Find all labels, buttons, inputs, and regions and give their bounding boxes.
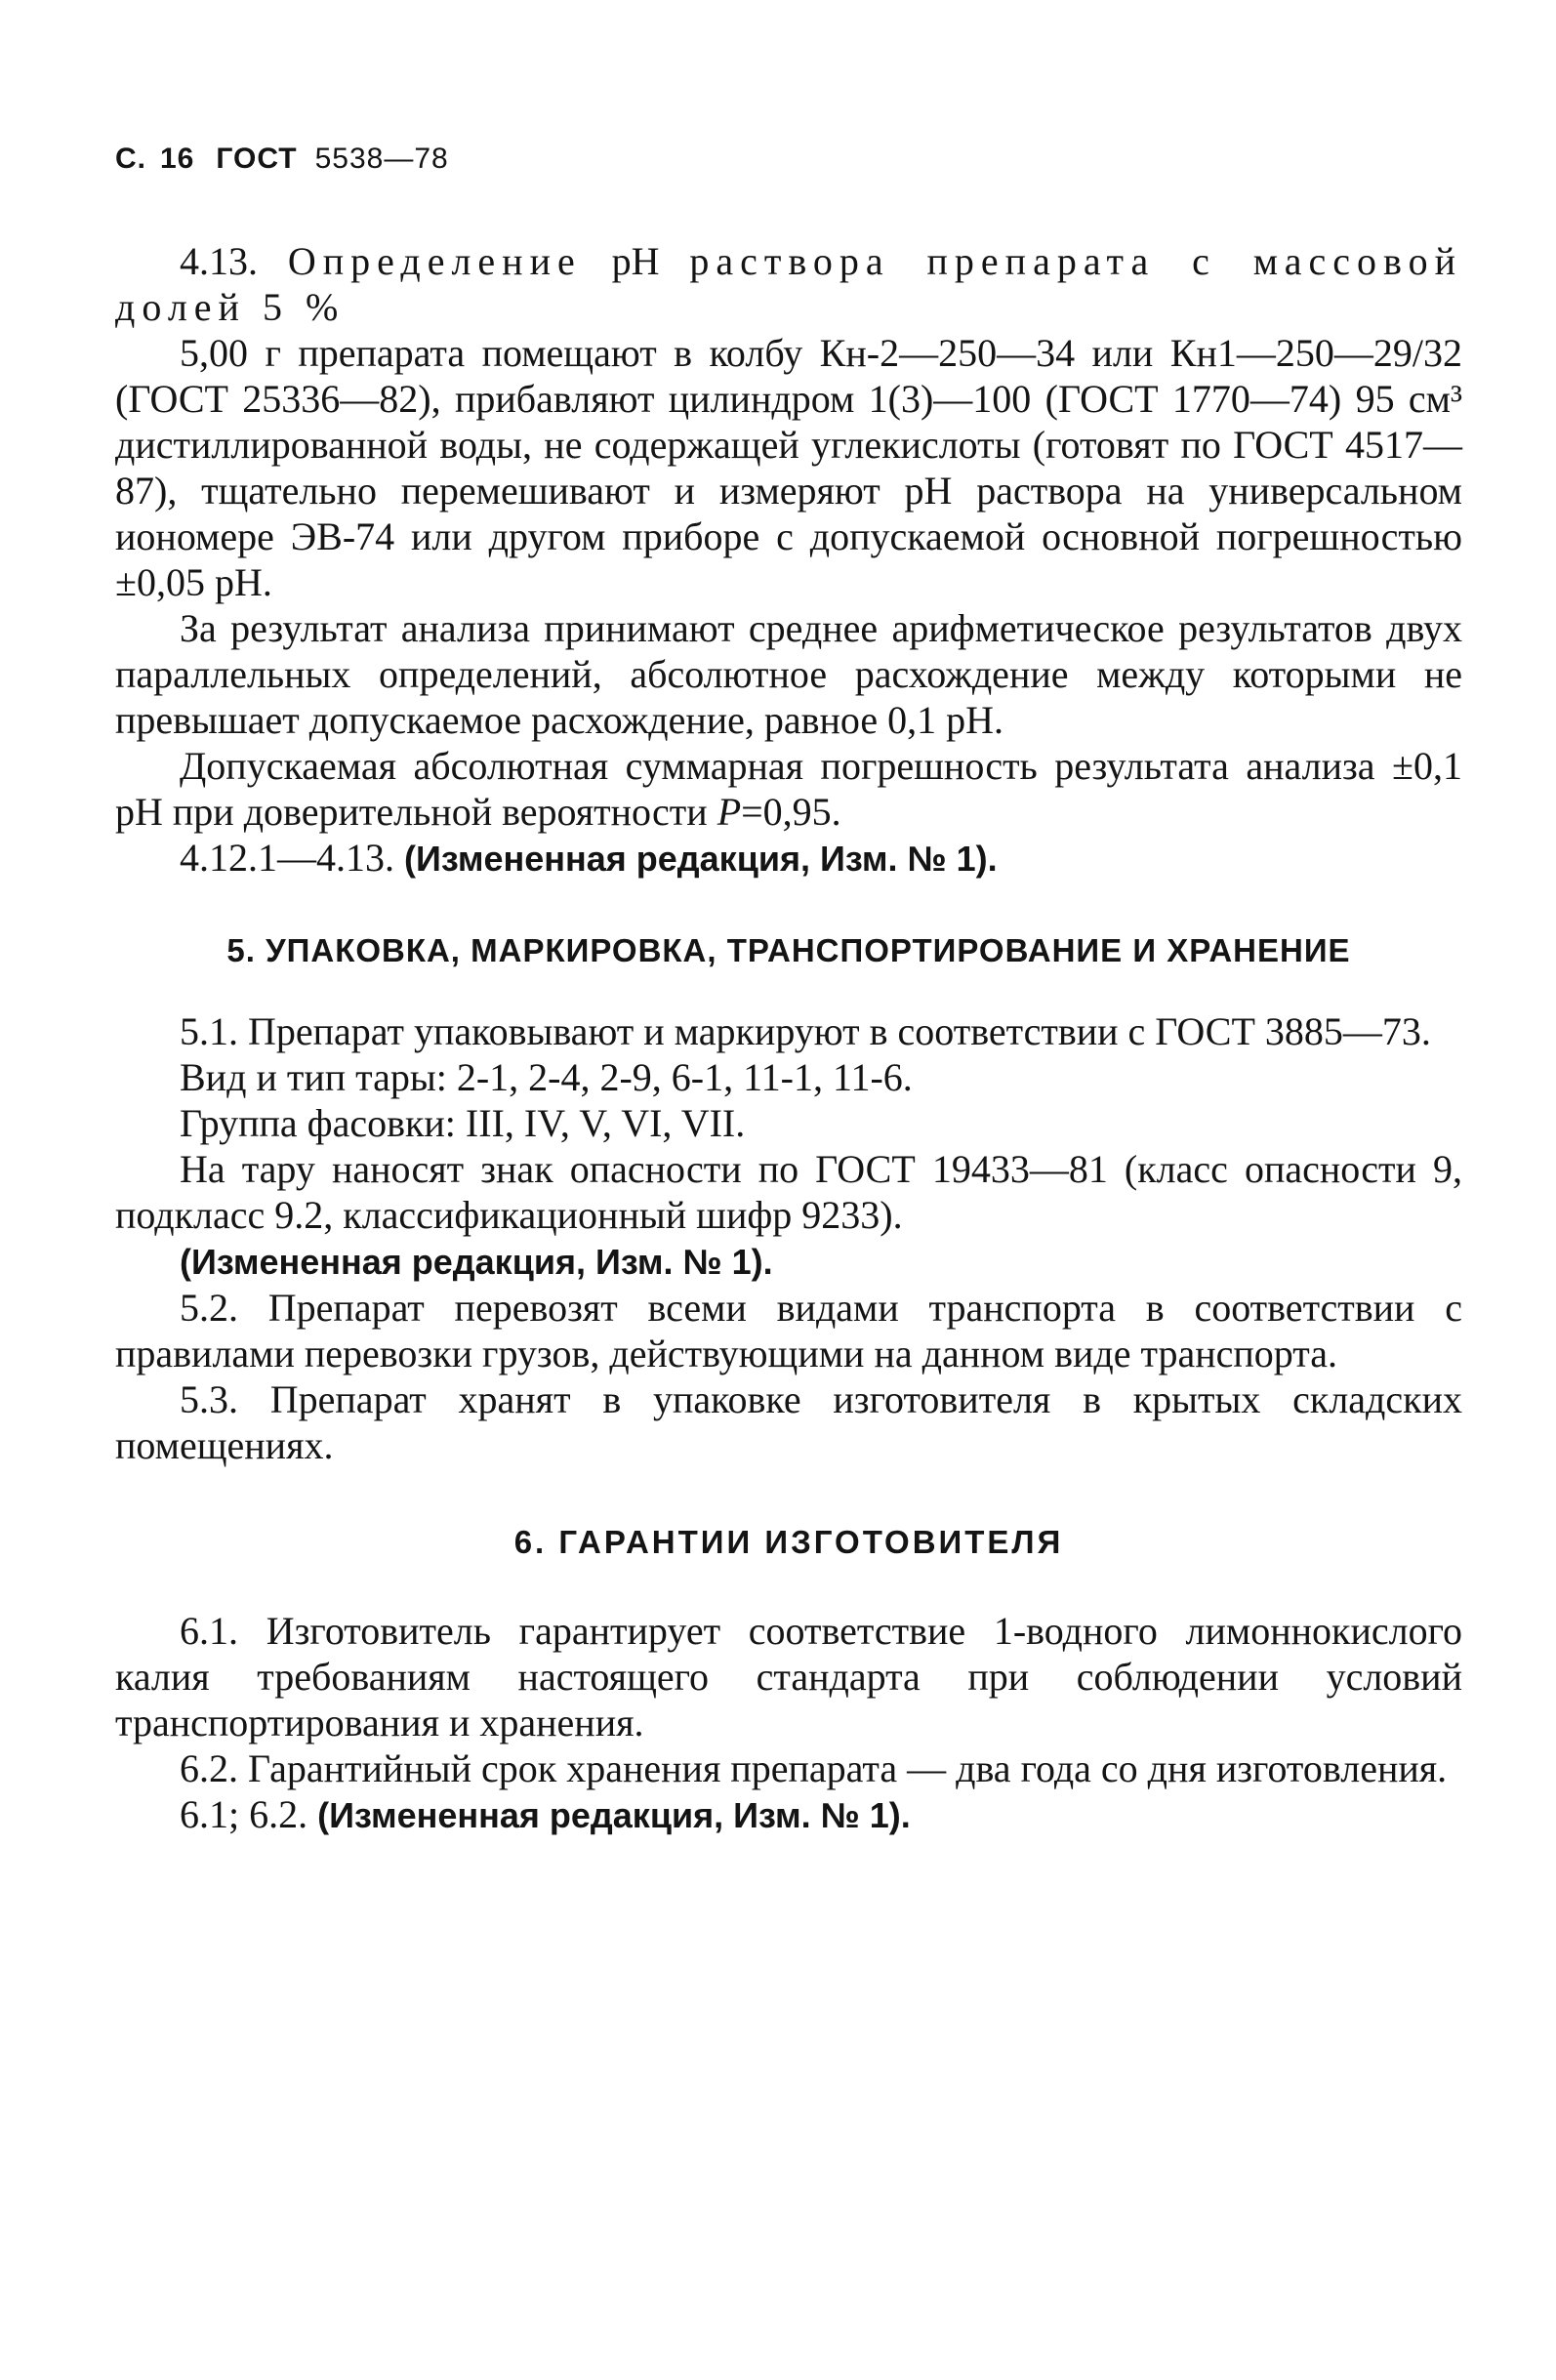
clause-5-1: 5.1. Препарат упаковывают и маркируют в соответствии с ГОСТ 3885—73. bbox=[180, 1009, 1431, 1053]
amendment-section-5 bbox=[115, 1238, 1462, 1285]
section-5-title: 5. УПАКОВКА, МАРКИРОВКА, ТРАНСПОРТИРОВАНИЕ И ХРАНЕНИЕ bbox=[226, 932, 1351, 968]
result-paragraph: За результат анализа принимают среднее арифметическое результатов двух параллельных определений, абсолютное расхождение между которыми не превышает допускаемое расхождение, равное 0,1 pH. bbox=[115, 606, 1462, 742]
section-6-title: 6. ГАРАНТИИ ИЗГОТОВИТЕЛЯ bbox=[513, 1524, 1064, 1560]
amendment-section-6-note: (Измененная редакция, Изм. № 1). bbox=[317, 1795, 911, 1835]
probability-value: =0,95. bbox=[741, 790, 841, 834]
clause-6-2: 6.2. Гарантийный срок хранения препарата — два года со дня изготовления. bbox=[180, 1746, 1448, 1790]
clause-4-13-title bbox=[115, 238, 1462, 330]
header-page-number: 16 bbox=[160, 143, 195, 175]
amendment-section-6-prefix: 6.1; 6.2. bbox=[180, 1792, 308, 1836]
header-mark: С. bbox=[115, 143, 146, 175]
amendment-4-12-note: (Измененная редакция, Изм. № 1). bbox=[404, 839, 998, 879]
error-paragraph bbox=[115, 743, 1462, 835]
clause-4-13-title-word: Определение bbox=[287, 239, 582, 283]
clause-5-2: 5.2. Препарат перевозят всеми видами транспорта в соответствии с правилами перевозки грузов, действующими на данном виде транспорта. bbox=[115, 1286, 1462, 1375]
clause-6-1: 6.1. Изготовитель гарантирует соответствие 1-водного лимоннокислого калия требованиям настоящего стандарта при соблюдении условий транспортирования и хранения. bbox=[115, 1609, 1462, 1744]
amendment-4-12-prefix: 4.12.1—4.13. bbox=[180, 836, 394, 880]
packing-group: Группа фасовки: III, IV, V, VI, VII. bbox=[180, 1101, 746, 1145]
container-type: Вид и тип тары: 2-1, 2-4, 2-9, 6-1, 11-1, 11-6. bbox=[180, 1055, 913, 1099]
header-standard-number: 5538—78 bbox=[314, 143, 449, 175]
clause-4-13-text: 5,00 г препарата помещают в колбу Кн-2—250—34 или Кн1—250—29/32 (ГОСТ 25336—82), прибавляют цилиндром 1(3)—100 (ГОСТ 1770—74) 95 см³ дистиллированной воды, не содержащей углекислоты (готовят по ГОСТ 4517—87), тщательно перемешивают и измеряют pH раствора на универсальном иономере ЭВ-74 или другом приборе с допускаемой основной погрешностью ±0,05 pH. bbox=[115, 331, 1462, 604]
clause-4-13-number: 4.13. bbox=[180, 239, 258, 283]
document-body bbox=[115, 238, 1462, 1838]
clause-5-3: 5.3. Препарат хранят в упаковке изготовителя в крытых складских помещениях. bbox=[115, 1377, 1462, 1467]
error-text: Допускаемая абсолютная суммарная погрешность результата анализа ±0,1 pH при доверительной вероятности bbox=[115, 744, 1462, 834]
page-header bbox=[115, 143, 449, 176]
danger-sign: На тару наносят знак опасности по ГОСТ 19433—81 (класс опасности 9, подкласс 9.2, классификационный шифр 9233). bbox=[115, 1147, 1462, 1237]
clause-4-13-title-ph: pH bbox=[611, 239, 660, 283]
amendment-4-12 bbox=[115, 835, 1462, 882]
probability-symbol: P bbox=[717, 790, 742, 834]
amendment-section-6 bbox=[115, 1791, 1462, 1838]
clause-4-13-title-rest: раствора препарата с массовой долей 5 % bbox=[115, 239, 1463, 329]
header-gost-label: ГОСТ bbox=[216, 143, 298, 175]
amendment-section-5-note: (Измененная редакция, Изм. № 1). bbox=[180, 1242, 773, 1282]
